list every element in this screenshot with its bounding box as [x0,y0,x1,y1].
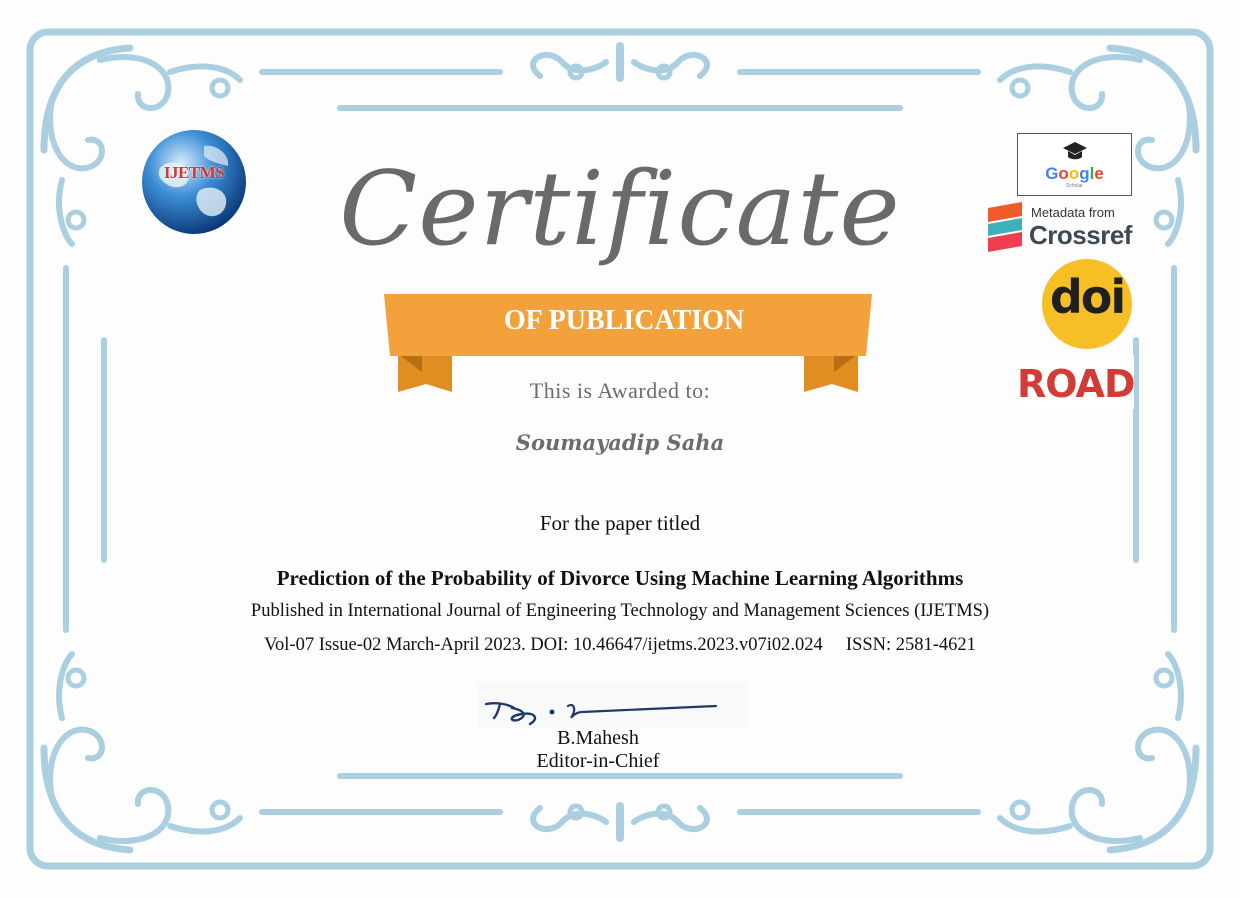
crossref-icon [988,202,1028,254]
editor-name: B.Mahesh [557,727,639,749]
google-sub: Scholar [1066,183,1083,189]
volume-line: Vol-07 Issue-02 March-April 2023. DOI: 10.46647/ijetms.2023.v07i02.024 ISSN: 2581-4621 [264,635,976,655]
crossref-word: Crossref [1029,220,1132,250]
paper-title: Prediction of the Probability of Divorce Using Machine Learning Algorithms [276,566,964,590]
road-badge [1017,355,1134,409]
crossref-badge [988,202,1138,254]
ribbon-subtitle: OF PUBLICATION [503,305,745,336]
logo-text: IJETMS [163,163,225,182]
editor-role: Editor-in-Chief [536,750,660,772]
awarded-to-label: This is Awarded to: [529,378,711,403]
google-scholar-badge [1017,133,1132,196]
signature-image [478,682,748,728]
published-line: Published in International Journal of Engineering Technology and Management Sciences (IJETMS) [250,601,990,621]
certificate-title: Certificate [339,150,901,269]
google-word: Google [1045,164,1104,183]
paper-intro: For the paper titled [539,511,701,535]
road-word: ROAD [1017,362,1135,406]
doi-word: doi [1049,270,1125,324]
crossref-meta: Metadata from [1031,205,1115,220]
recipient-name: Soumayadip Saha [515,430,725,455]
graduation-cap-icon [1063,140,1087,162]
